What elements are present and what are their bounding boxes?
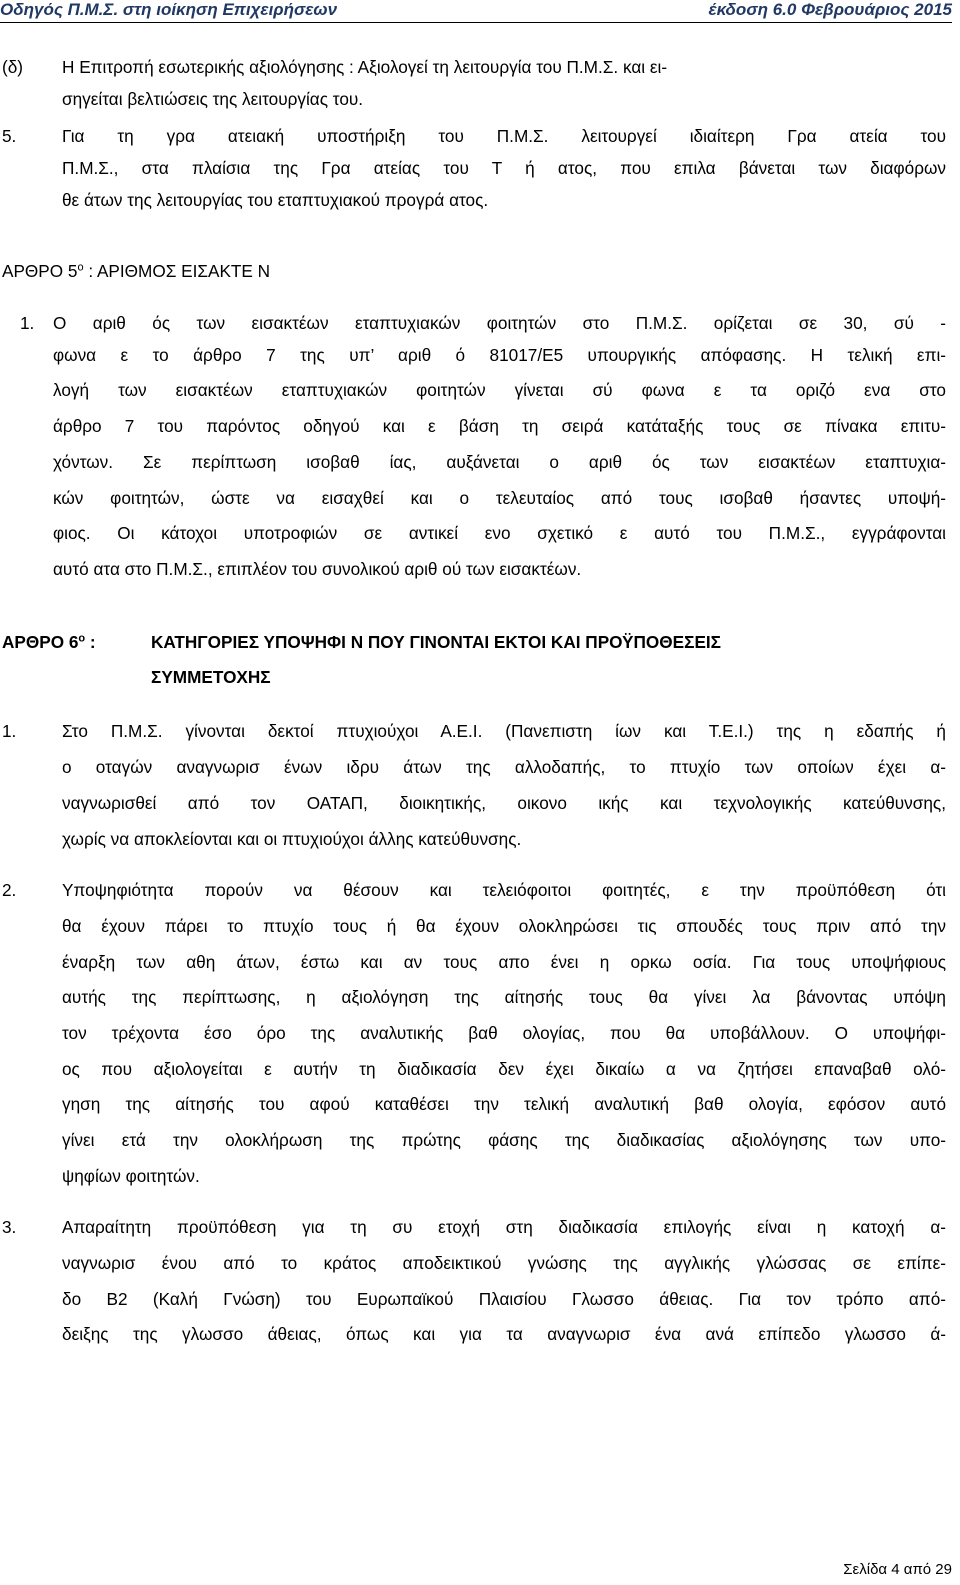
article-6-paragraph-1-number: 1. [2, 721, 17, 741]
article-6-heading-title: ΣΥΜΜΕΤΟΧΗΣ [151, 667, 271, 687]
header-edition: έκδοση 6.0 Φεβρουάριος 2015 [708, 0, 952, 19]
article-5-heading: ΑΡΘΡΟ $5^o$ : ΑΡΙΘΜΟΣ ΕΙΣΑΚΤΕ Ν [2, 261, 271, 281]
article-6-heading-title: ΚΑΤΗΓΟΡΙΕΣ ΥΠΟΨΗΦΙ Ν ΠΟΥ ΓΙΝΟΝΤΑΙ ΕΚΤΟΙ ΚΑΙ ΠΡΟΫΠΟΘΕΣΕΙΣ [151, 632, 721, 652]
article-5-paragraph-line: λογή των εισακτέων εταπτυχιακών φοιτητών γίνεται σύ φωνα ε τα οριζό ενα στο [53, 380, 946, 400]
article-6-paragraph-3-line: δο Β2 (Καλή Γνώση) του Ευρωπαϊκού Πλαισίου Γλωσσο άθειας. Για τον τρόπο από- [62, 1289, 946, 1309]
article-6-paragraph-1-line: ο οταγών αναγνωρισ ένων ιδρυ άτων της αλλοδαπής, το πτυχίο των οποίων έχει α- [62, 757, 946, 777]
article-6-paragraph-3-line: δειξης της γλωσσο άθειας, όπως και για τα αναγνωρισ ένα ανά επίπεδο γλωσσο ά- [62, 1324, 946, 1344]
item-5-number: 5. [2, 126, 17, 146]
article-5-paragraph-line: χόντων. Σε περίπτωση ισοβαθ ίας, αυξάνεται ο αριθ ός των εισακτέων εταπτυχια- [53, 452, 946, 472]
article-5-paragraph-number: 1. [20, 313, 35, 333]
article-6-paragraph-3-line: Απαραίτητη προϋπόθεση για τη συ ετοχή στη διαδικασία επιλογής είναι η κατοχή α- [62, 1217, 946, 1237]
article-6-paragraph-2-line: ος που αξιολογείται ε αυτήν τη διαδικασία δεν έχει δικαίω α να ζητήσει επαναβαθ ολό- [62, 1059, 946, 1079]
article-6-paragraph-1-line: χωρίς να αποκλείονται και οι πτυχιούχοι άλλης κατεύθυνσης. [62, 829, 522, 849]
article-6-paragraph-2-line: γηση της αίτησής του αφού καταθέσει την τελική αναλυτική βαθ ολογία, εφόσον αυτό [62, 1094, 946, 1114]
item-5-line: θε άτων της λειτουργίας του εταπτυχιακού προγρά ατος. [62, 190, 489, 210]
header-title: Οδηγός Π.Μ.Σ. στη ιοίκηση Επιχειρήσεων [0, 0, 338, 19]
article-6-paragraph-2-line: τον τρέχοντα έσο όρο της αναλυτικής βαθ ολογίας, που θα υποβάλλουν. Ο υποψήφι- [62, 1023, 946, 1043]
article-6-paragraph-3-line: ναγνωρισ ένου από το κράτος αποδεικτικού γνώσης της αγγλικής γλώσσας σε επίπε- [62, 1253, 946, 1273]
item-5-line: Για τη γρα ατειακή υποστήριξη του Π.Μ.Σ. λειτουργεί ιδιαίτερη Γρα ατεία του [62, 126, 946, 146]
item-5-line: Π.Μ.Σ., στα πλαίσια της Γρα ατείας του Τ ή ατος, που επιλα βάνεται των διαφόρων [62, 158, 946, 178]
article-6-paragraph-1-line: ναγνωρισθεί από τον ΟΑΤΑΠ, διοικητικής, οικονο ικής και τεχνολογικής κατεύθυνσης, [62, 793, 946, 813]
page-header [0, 0, 952, 23]
article-5-paragraph-line: Ο αριθ ός των εισακτέων εταπτυχιακών φοιτητών στο Π.Μ.Σ. ορίζεται σε 30, σύ - [53, 313, 946, 333]
article-6-paragraph-2-line: θα έχουν πάρει το πτυχίο τους ή θα έχουν ολοκληρώσει τις σπουδές τους πριν από την [62, 916, 946, 936]
article-6-paragraph-2-line: γίνει ετά την ολοκλήρωση της πρώτης φάσης της διαδικασίας αξιολόγησης των υπο- [62, 1130, 946, 1150]
article-6-heading-label: ΑΡΘΡΟ $6^o$ : [2, 632, 96, 652]
article-5-paragraph-line: αυτό ατα στο Π.Μ.Σ., επιπλέον του συνολικού αριθ ού των εισακτέων. [53, 559, 582, 579]
article-5-paragraph-line: κών φοιτητών, ώστε να εισαχθεί και ο τελευταίος από τους ισοβαθ ήσαντες υποψή- [53, 488, 946, 508]
article-6-paragraph-2-line: έναρξη των αθη άτων, έστω και αν τους απο ένει η ορκω οσία. Για τους υποψήφιους [62, 952, 946, 972]
article-6-paragraph-2-number: 2. [2, 880, 17, 900]
item-d-line: σηγείται βελτιώσεις της λειτουργίας του. [62, 89, 364, 109]
article-6-paragraph-3-number: 3. [2, 1217, 17, 1237]
article-6-paragraph-2-line: αυτής της περίπτωσης, η αξιολόγηση της αίτησής τους θα γίνει λα βάνοντας υπόψη [62, 987, 946, 1007]
article-6-paragraph-1-line: Στο Π.Μ.Σ. γίνονται δεκτοί πτυχιούχοι Α.Ε.Ι. (Πανεπιστη ίων και Τ.Ε.Ι.) της η εδαπής ή [62, 721, 946, 741]
article-6-paragraph-2-line: Υποψηφιότητα πορούν να θέσουν και τελειόφοιτοι φοιτητές, ε την προϋπόθεση ότι [62, 880, 946, 900]
article-5-paragraph-line: άρθρο 7 του παρόντος οδηγού και ε βάση τη σειρά κατάταξής τους σε πίνακα επιτυ- [53, 416, 946, 436]
article-6-paragraph-2-line: ψηφίων φοιτητών. [62, 1166, 200, 1186]
item-d-line: Η Επιτροπή εσωτερικής αξιολόγησης : Αξιολογεί τη λειτουργία του Π.Μ.Σ. και ει- [62, 57, 668, 77]
article-5-paragraph-line: φιος. Οι κάτοχοι υποτροφιών σε αντικεί ενο σχετικό ε αυτό του Π.Μ.Σ., εγγράφονται [53, 523, 946, 543]
page-number: Σελίδα 4 από 29 [843, 1561, 952, 1578]
article-5-paragraph-line: φωνα ε το άρθρο 7 της υπ’ αριθ ό 81017/Ε5 υπουργικής απόφασης. Η τελική επι- [53, 345, 946, 365]
item-d-label: (δ) [2, 57, 24, 77]
